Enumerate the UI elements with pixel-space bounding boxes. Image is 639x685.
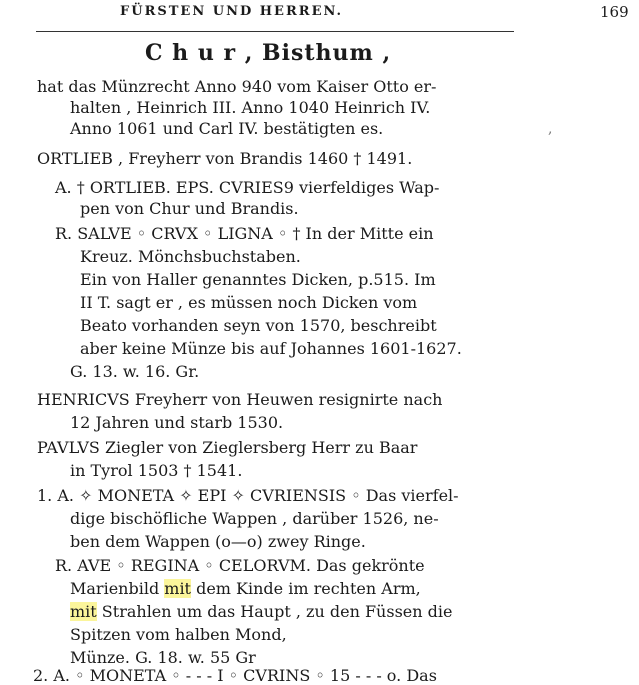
page-number: 169 (600, 3, 629, 21)
text-line (70, 579, 421, 598)
text-line: Beato vorhanden seyn von 1570, beschreibt (80, 316, 437, 335)
text-line: Münze. G. 18. w. 55 Gr (70, 648, 256, 667)
text-line: R. AVE ◦ REGINA ◦ CELORVM. Das gekrönte (55, 556, 425, 575)
text-run: Strahlen um das Haupt , zu den Füssen die (96, 602, 453, 621)
highlighted-word: mit (70, 602, 97, 621)
text-line: Kreuz. Mönchsbuchstaben. (80, 247, 301, 266)
text-line: halten , Heinrich III. Anno 1040 Heinrich IV. (70, 98, 431, 117)
margin-mark: , (548, 121, 553, 137)
text-line: II T. sagt er , es müssen noch Dicken vom (80, 293, 418, 312)
text-line (70, 602, 452, 621)
text-line: Anno 1061 und Carl IV. bestätigten es. (70, 119, 384, 138)
section-title: C h u r , Bisthum , (145, 40, 392, 66)
text-line: G. 13. w. 16. Gr. (70, 362, 200, 381)
text-line: ben dem Wappen (o—o) zwey Ringe. (70, 532, 366, 551)
text-line: ORTLIEB , Freyherr von Brandis 1460 † 1491. (37, 149, 413, 168)
text-line: pen von Chur und Brandis. (80, 199, 299, 218)
text-line: 1. A. ✧ MONETA ✧ EPI ✧ CVRIENSIS ◦ Das vierfel- (37, 486, 459, 505)
text-line: HENRICVS Freyherr von Heuwen resignirte nach (37, 390, 443, 409)
text-line: R. SALVE ◦ CRVX ◦ LIGNA ◦ † In der Mitte ein (55, 224, 434, 243)
text-line: PAVLVS Ziegler von Zieglersberg Herr zu Baar (37, 438, 418, 457)
highlighted-word: mit (164, 579, 191, 598)
text-line: dige bischöfliche Wappen , darüber 1526, ne- (70, 509, 439, 528)
text-line: hat das Münzrecht Anno 940 vom Kaiser Otto er- (37, 77, 437, 96)
text-line: in Tyrol 1503 † 1541. (70, 461, 243, 480)
text-line: 12 Jahren und starb 1530. (70, 413, 284, 432)
text-line: 2. A. ◦ MONETA ◦ - - - I ◦ CVRINS ◦ 15 - - - o. Das (33, 666, 437, 685)
header-rule (36, 31, 514, 32)
text-run: Marienbild (70, 579, 165, 598)
text-line: A. † ORTLIEB. EPS. CVRIES9 vierfeldiges Wap- (55, 178, 440, 197)
text-line: Spitzen vom halben Mond, (70, 625, 287, 644)
running-title: FÜRSTEN UND HERREN. (120, 4, 344, 19)
text-line: aber keine Münze bis auf Johannes 1601-1627. (80, 339, 462, 358)
text-line: Ein von Haller genanntes Dicken, p.515. Im (80, 270, 436, 289)
text-run: dem Kinde im rechten Arm, (190, 579, 421, 598)
